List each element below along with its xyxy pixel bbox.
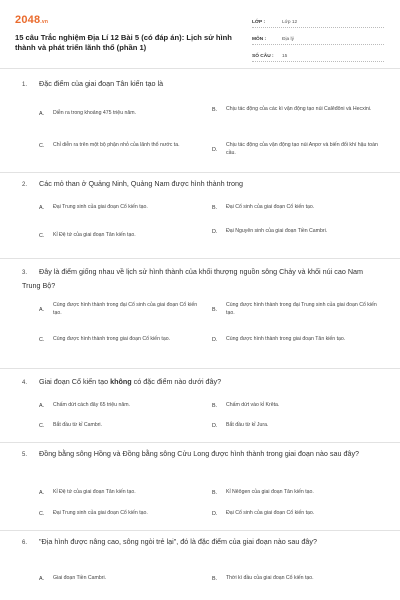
option-text: Đại Trung sinh của giai đoạn Cổ kiến tạo. bbox=[53, 204, 148, 210]
option-letter: D. bbox=[212, 146, 218, 153]
option-text: Cùng được hình thành trong đại Cổ sinh của giai đoạn Cổ kiến tạo. bbox=[53, 302, 198, 316]
option-text: Bắt đầu từ kỉ Jura. bbox=[226, 422, 269, 428]
option-b[interactable] bbox=[212, 106, 382, 114]
option-a[interactable] bbox=[39, 489, 204, 497]
option-text: Bắt đầu từ kỉ Cambri. bbox=[53, 422, 103, 428]
question-body: "Địa hình được nâng cao, sông ngòi trẻ lại", đó là đặc điểm của giai đoạn nào sau đây? bbox=[39, 537, 317, 546]
option-text: Chịu tác động của vận động tạo núi Anpơ và biến đổi khí hậu toàn cầu. bbox=[226, 142, 378, 156]
option-b[interactable] bbox=[212, 302, 382, 317]
option-d[interactable] bbox=[212, 228, 362, 236]
question-number: 4. bbox=[22, 380, 28, 386]
option-c[interactable] bbox=[39, 142, 199, 150]
question-divider bbox=[0, 172, 400, 173]
question-divider bbox=[0, 258, 400, 259]
meta-subject-label: MÔN : bbox=[252, 37, 267, 42]
question-text bbox=[22, 178, 382, 192]
option-letter: C. bbox=[39, 422, 45, 429]
option-letter: D. bbox=[212, 510, 218, 517]
logo-text: 2048 bbox=[15, 14, 41, 26]
option-text: Chấm dứt cách đây 65 triệu năm. bbox=[53, 402, 130, 408]
option-letter: C. bbox=[39, 336, 45, 343]
question-number: 3. bbox=[22, 270, 28, 276]
option-letter: B. bbox=[212, 204, 218, 211]
question-body: Các mỏ than ở Quảng Ninh, Quảng Nam được hình thành trong bbox=[39, 179, 244, 188]
question-number: 6. bbox=[22, 540, 28, 546]
meta-count-row bbox=[252, 48, 384, 62]
question-body-start: Giai đoạn Cổ kiến tạo bbox=[39, 377, 111, 386]
option-letter: B. bbox=[212, 106, 218, 113]
question-1 bbox=[0, 78, 400, 170]
meta-count-label: SỐ CÂU : bbox=[252, 54, 274, 59]
option-letter: C. bbox=[39, 142, 45, 149]
question-4 bbox=[0, 376, 400, 446]
option-text: Đại Cổ sinh của giai đoạn Cổ kiến tạo. bbox=[226, 204, 315, 210]
logo-suffix: .vn bbox=[40, 19, 49, 25]
option-letter: C. bbox=[39, 510, 45, 517]
question-body-end: có đặc điểm nào dưới đây? bbox=[131, 377, 222, 386]
option-c[interactable] bbox=[39, 232, 204, 240]
option-text: Giai đoạn Tiền Cambri. bbox=[53, 575, 107, 581]
option-text: Kỉ Đệ tứ của giai đoạn Tân kiến tạo. bbox=[53, 232, 136, 238]
question-text bbox=[22, 78, 382, 92]
meta-count-value: 15 bbox=[282, 54, 288, 59]
option-d[interactable] bbox=[212, 510, 382, 518]
document-title: 15 câu Trắc nghiệm Địa Lí 12 Bài 5 (có đáp án): Lịch sử hình thành và phát triển lãnh thổ (phần 1) bbox=[15, 33, 232, 52]
question-text bbox=[22, 536, 382, 550]
option-letter: A. bbox=[39, 489, 45, 496]
question-divider bbox=[0, 368, 400, 369]
question-body bbox=[39, 377, 221, 386]
option-letter: D. bbox=[212, 336, 218, 343]
option-text: Cùng được hình thành trong đại Trung sinh của giai đoạn Cổ kiến tạo. bbox=[226, 302, 377, 316]
option-text: Kỉ Nêôgen của giai đoạn Tân kiến tạo. bbox=[226, 489, 314, 495]
meta-class-value: Lớp 12 bbox=[282, 20, 298, 25]
option-letter: A. bbox=[39, 204, 45, 211]
document-meta bbox=[252, 14, 384, 65]
option-text: Thời kì đầu của giai đoạn Cổ kiến tạo. bbox=[226, 575, 314, 581]
question-number: 5. bbox=[22, 452, 28, 458]
option-a[interactable] bbox=[39, 302, 204, 317]
question-6 bbox=[0, 536, 400, 600]
option-text: Đại Nguyên sinh của giai đoạn Tiền Cambri. bbox=[226, 228, 328, 234]
meta-subject-value: Địa lý bbox=[282, 37, 294, 42]
option-letter: B. bbox=[212, 489, 218, 496]
option-c[interactable] bbox=[39, 422, 204, 430]
option-a[interactable] bbox=[39, 204, 204, 212]
question-body-emphasis: không bbox=[110, 377, 132, 386]
question-divider bbox=[0, 442, 400, 443]
question-text bbox=[22, 376, 382, 390]
site-logo[interactable] bbox=[15, 14, 48, 26]
header-divider bbox=[0, 68, 400, 69]
question-5 bbox=[0, 448, 400, 532]
option-letter: A. bbox=[39, 306, 45, 313]
option-letter: A. bbox=[39, 402, 45, 409]
document-header bbox=[0, 0, 400, 66]
option-letter: B. bbox=[212, 402, 218, 409]
option-d[interactable] bbox=[212, 336, 382, 344]
option-a[interactable] bbox=[39, 575, 204, 583]
option-letter: B. bbox=[212, 575, 218, 582]
question-number: 2. bbox=[22, 182, 28, 188]
option-c[interactable] bbox=[39, 510, 204, 518]
option-text: Cùng được hình thành trong giai đoạn Tân kiến tạo. bbox=[226, 336, 346, 342]
question-number: 1. bbox=[22, 82, 28, 88]
meta-class-row bbox=[252, 14, 384, 28]
meta-class-label: LỚP : bbox=[252, 20, 266, 25]
option-text: Cùng được hình thành trong giai đoạn Cổ kiến tạo. bbox=[53, 336, 171, 342]
option-d[interactable] bbox=[212, 422, 382, 430]
option-letter: C. bbox=[39, 232, 45, 239]
option-text: Đại Cổ sinh của giai đoạn Cổ kiến tạo. bbox=[226, 510, 315, 516]
option-letter: A. bbox=[39, 110, 45, 117]
option-text: Chấm dứt vào kỉ Krêta. bbox=[226, 402, 280, 408]
option-b[interactable] bbox=[212, 402, 382, 410]
option-a[interactable] bbox=[39, 402, 204, 410]
option-b[interactable] bbox=[212, 575, 382, 583]
question-body: Đặc điểm của giai đoạn Tân kiến tạo là bbox=[39, 79, 164, 88]
option-letter: D. bbox=[212, 228, 218, 235]
option-letter: D. bbox=[212, 422, 218, 429]
option-letter: B. bbox=[212, 306, 218, 313]
option-text: Diễn ra trong khoảng 475 triệu năm. bbox=[53, 110, 137, 116]
option-a[interactable] bbox=[39, 110, 199, 118]
option-text: Kỉ Đệ tứ của giai đoạn Tân kiến tạo. bbox=[53, 489, 136, 495]
question-3 bbox=[0, 266, 400, 366]
question-body: Đồng bằng sông Hồng và Đồng bằng sông Cửu Long được hình thành trong giai đoạn nào sau đây? bbox=[39, 449, 360, 458]
option-text: Chỉ diễn ra trên một bộ phận nhỏ của lãnh thổ nước ta. bbox=[53, 142, 180, 148]
option-text: Đại Trung sinh của giai đoạn Cổ kiến tạo. bbox=[53, 510, 148, 516]
option-d[interactable] bbox=[212, 142, 382, 157]
option-c[interactable] bbox=[39, 336, 204, 344]
meta-subject-row bbox=[252, 31, 384, 45]
option-b[interactable] bbox=[212, 204, 382, 212]
question-2 bbox=[0, 178, 400, 258]
option-letter: A. bbox=[39, 575, 45, 582]
question-text bbox=[22, 266, 382, 291]
option-text: Chịu tác động của các kì vận động tạo núi Calêđôni và Hecxini. bbox=[226, 106, 372, 112]
question-text bbox=[22, 448, 382, 462]
question-body: Đây là điểm giống nhau về lịch sử hình thành của khối thượng nguồn sông Chảy và khối núi cao Nam Trung Bộ? bbox=[22, 267, 363, 290]
option-b[interactable] bbox=[212, 489, 382, 497]
question-divider bbox=[0, 530, 400, 531]
